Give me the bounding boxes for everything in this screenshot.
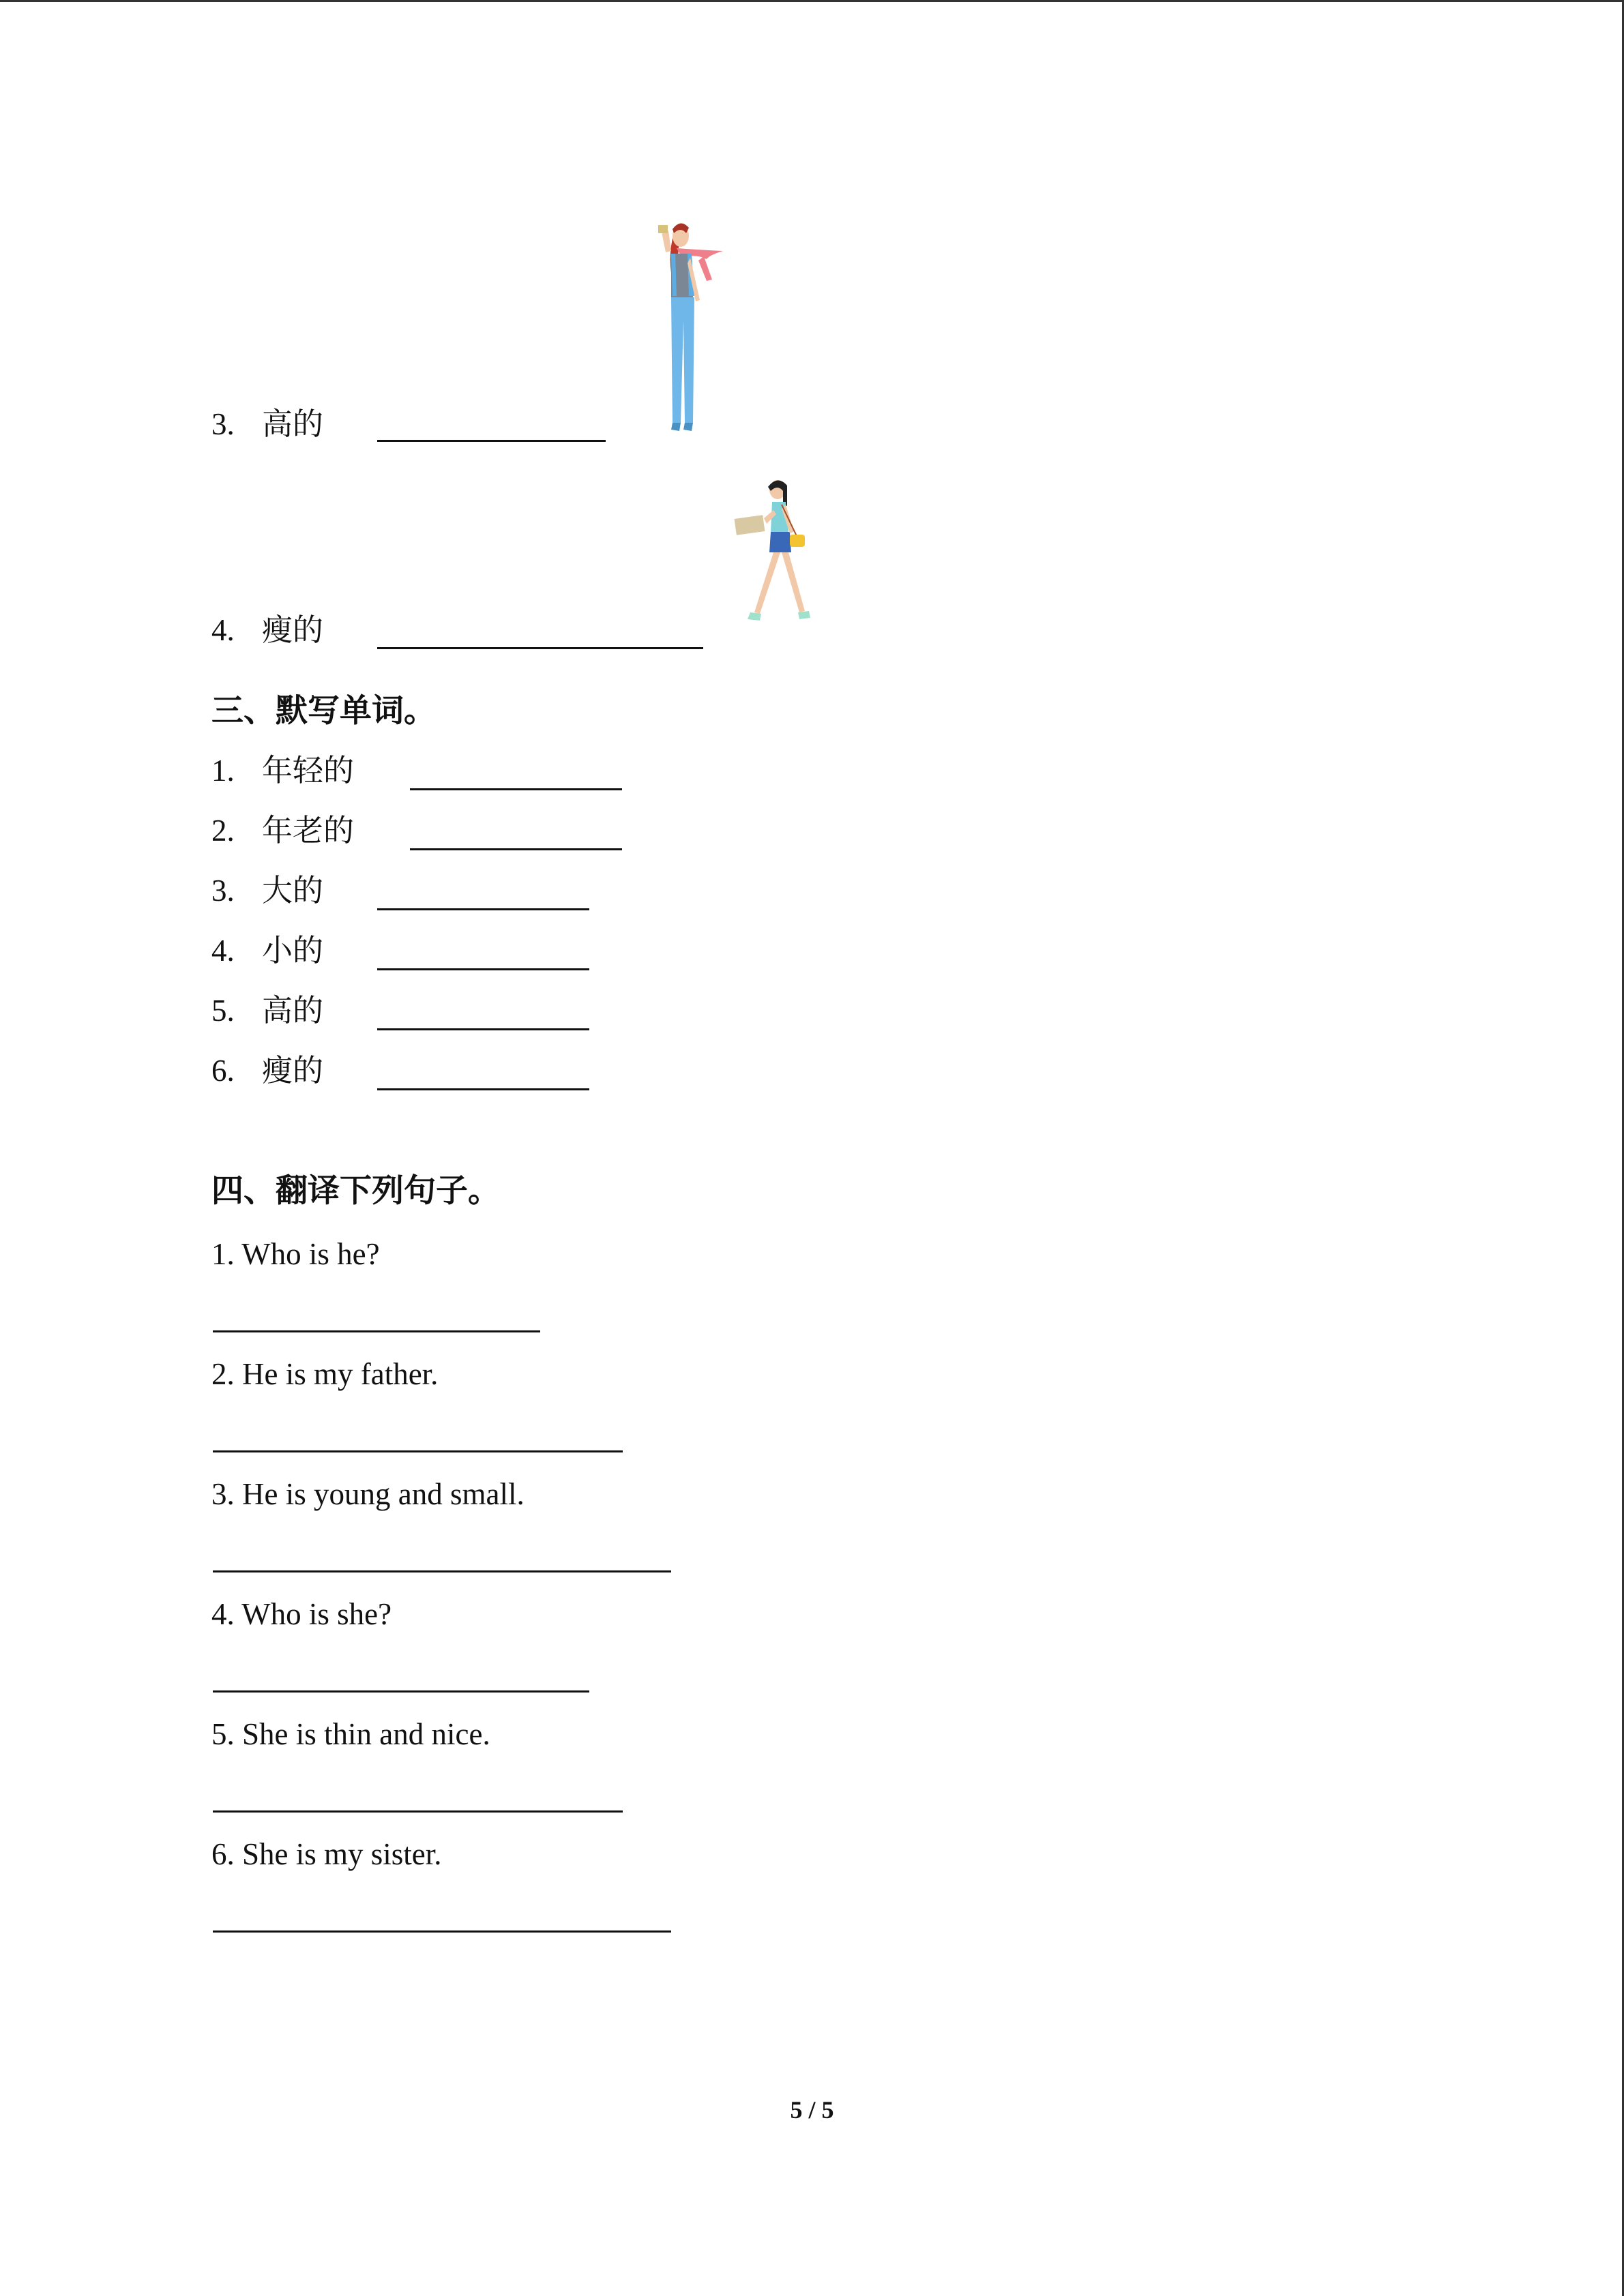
item-word: 大的 [262,874,324,908]
item-word: 年轻的 [262,754,355,788]
item-word: 小的 [262,934,324,968]
sentence-2: 2. He is my father. [211,1357,439,1391]
section3-item-1 [211,750,354,791]
section3-item-5 [211,990,323,1031]
sentence-1: 1. Who is he? [211,1237,380,1271]
page-number: 5 / 5 [790,2096,834,2123]
answer-blank[interactable] [377,908,589,910]
item-number: 4. [211,613,235,647]
section3-item-2 [211,810,354,851]
section3-title: 三、默写单词。 [211,692,436,730]
item-word: 年老的 [262,814,355,848]
section2-item-4 [211,610,323,651]
thin-woman-illustration [723,477,825,634]
answer-blank[interactable] [377,968,589,970]
page-top-border [0,0,1624,2]
item-number: 6. [211,1054,235,1088]
item-word: 高的 [262,994,324,1028]
answer-blank[interactable] [377,1028,589,1030]
answer-line[interactable] [213,1930,671,1933]
answer-line[interactable] [213,1450,623,1452]
item-number: 2. [211,814,235,848]
tall-woman-illustration [641,218,757,443]
answer-blank[interactable] [410,848,622,850]
item-word: 高的 [262,407,324,441]
sentence-6: 6. She is my sister. [211,1837,442,1871]
section3-item-3 [211,870,323,911]
answer-blank[interactable] [410,788,622,790]
answer-line[interactable] [213,1810,623,1813]
item-number: 4. [211,934,235,968]
section3-item-6 [211,1050,323,1091]
section2-item-3 [211,404,323,445]
section4-title: 四、翻译下列句子。 [211,1172,500,1210]
section3-item-4 [211,930,323,971]
item-word: 瘦的 [262,1054,324,1088]
answer-blank[interactable] [377,440,606,442]
item-number: 3. [211,407,235,441]
answer-blank[interactable] [377,647,703,649]
sentence-3: 3. He is young and small. [211,1477,525,1511]
sentence-4: 4. Who is she? [211,1597,392,1631]
answer-line[interactable] [213,1690,589,1693]
item-number: 1. [211,754,235,788]
item-number: 5. [211,994,235,1028]
answer-line[interactable] [213,1330,540,1332]
item-word: 瘦的 [262,613,324,647]
item-number: 3. [211,874,235,908]
answer-blank[interactable] [377,1088,589,1090]
answer-line[interactable] [213,1570,671,1572]
sentence-5: 5. She is thin and nice. [211,1717,490,1751]
